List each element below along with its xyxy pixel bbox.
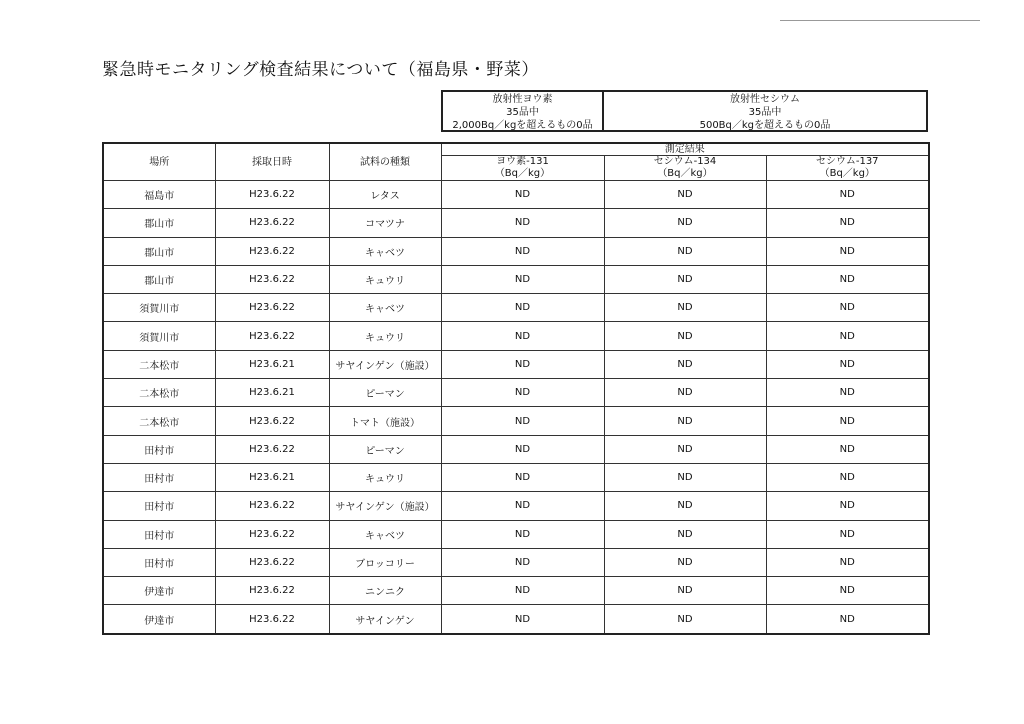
header-cs134-name: セシウム-134 [653, 156, 717, 167]
cell-sample: ブロッコリー [329, 548, 441, 576]
cell-i131: ND [441, 265, 604, 293]
cell-i131: ND [441, 605, 604, 634]
cell-place: 伊達市 [103, 577, 215, 605]
cell-place: 福島市 [103, 181, 215, 209]
cell-i131: ND [441, 322, 604, 350]
header-place: 場所 [103, 143, 215, 181]
cell-cs134: ND [604, 350, 766, 378]
cell-i131: ND [441, 435, 604, 463]
table-row [103, 322, 929, 350]
cell-date: H23.6.22 [215, 492, 329, 520]
header-i131-unit: （Bq／kg） [494, 168, 551, 179]
cell-cs134: ND [604, 605, 766, 634]
table-row [103, 209, 929, 237]
cell-cs134: ND [604, 463, 766, 491]
cell-place: 二本松市 [103, 379, 215, 407]
cell-sample: レタス [329, 181, 441, 209]
cell-sample: ピーマン [329, 379, 441, 407]
table-row [103, 379, 929, 407]
cell-i131: ND [441, 548, 604, 576]
cell-sample: サヤインゲン（施設） [329, 350, 441, 378]
cell-date: H23.6.22 [215, 435, 329, 463]
cell-date: H23.6.22 [215, 322, 329, 350]
cell-sample: コマツナ [329, 209, 441, 237]
summary-iodine-note: 2,000Bq／kgを超えるもの0品 [452, 120, 593, 131]
table-row [103, 520, 929, 548]
cell-date: H23.6.22 [215, 209, 329, 237]
cell-cs134: ND [604, 548, 766, 576]
cell-date: H23.6.21 [215, 379, 329, 407]
cell-place: 郡山市 [103, 265, 215, 293]
cell-place: 二本松市 [103, 350, 215, 378]
summary-box [441, 90, 928, 132]
cell-i131: ND [441, 237, 604, 265]
cell-cs137: ND [766, 181, 929, 209]
cell-sample: サヤインゲン [329, 605, 441, 634]
cell-date: H23.6.22 [215, 577, 329, 605]
cell-place: 伊達市 [103, 605, 215, 634]
summary-iodine [443, 92, 604, 130]
cell-cs137: ND [766, 237, 929, 265]
cell-sample: ニンニク [329, 577, 441, 605]
table-row [103, 605, 929, 634]
cell-sample: キャベツ [329, 237, 441, 265]
cell-sample: キャベツ [329, 520, 441, 548]
summary-iodine-heading: 放射性ヨウ素 [492, 94, 553, 105]
table-row [103, 548, 929, 576]
cell-date: H23.6.22 [215, 265, 329, 293]
cell-place: 田村市 [103, 435, 215, 463]
cell-i131: ND [441, 577, 604, 605]
cell-date: H23.6.22 [215, 181, 329, 209]
header-date: 採取日時 [215, 143, 329, 181]
page-title: 緊急時モニタリング検査結果について（福島県・野菜） [102, 60, 539, 80]
cell-sample: サヤインゲン（施設） [329, 492, 441, 520]
table-row [103, 463, 929, 491]
cell-i131: ND [441, 463, 604, 491]
cell-i131: ND [441, 181, 604, 209]
cell-cs134: ND [604, 237, 766, 265]
cell-place: 須賀川市 [103, 322, 215, 350]
cell-sample: キュウリ [329, 463, 441, 491]
table-row [103, 294, 929, 322]
cell-cs134: ND [604, 407, 766, 435]
summary-cesium-heading: 放射性セシウム [730, 94, 800, 105]
results-body [103, 181, 929, 634]
cell-cs134: ND [604, 435, 766, 463]
header-i131-name: ヨウ素-131 [496, 156, 549, 167]
results-table [102, 142, 930, 635]
cell-place: 須賀川市 [103, 294, 215, 322]
cell-date: H23.6.21 [215, 463, 329, 491]
cell-cs137: ND [766, 548, 929, 576]
header-cs137-unit: （Bq／kg） [819, 168, 875, 179]
cell-cs134: ND [604, 265, 766, 293]
cell-date: H23.6.22 [215, 237, 329, 265]
cell-place: 田村市 [103, 492, 215, 520]
cell-date: H23.6.22 [215, 548, 329, 576]
cell-sample: キャベツ [329, 294, 441, 322]
table-row [103, 265, 929, 293]
header-i131 [441, 156, 604, 181]
cell-cs137: ND [766, 379, 929, 407]
header-cs137 [766, 156, 929, 181]
header-results: 測定結果 [441, 143, 929, 156]
cell-cs137: ND [766, 209, 929, 237]
cell-i131: ND [441, 350, 604, 378]
cell-place: 田村市 [103, 463, 215, 491]
cell-i131: ND [441, 379, 604, 407]
cell-place: 郡山市 [103, 237, 215, 265]
cell-cs137: ND [766, 265, 929, 293]
cell-date: H23.6.22 [215, 407, 329, 435]
table-row [103, 407, 929, 435]
cell-cs137: ND [766, 605, 929, 634]
cell-place: 田村市 [103, 520, 215, 548]
header-cs134 [604, 156, 766, 181]
header-row-1 [103, 143, 929, 156]
summary-cesium-count: 35品中 [748, 107, 782, 118]
cell-sample: キュウリ [329, 265, 441, 293]
top-rule [780, 20, 980, 21]
cell-date: H23.6.22 [215, 294, 329, 322]
cell-cs134: ND [604, 520, 766, 548]
cell-sample: キュウリ [329, 322, 441, 350]
cell-date: H23.6.22 [215, 520, 329, 548]
cell-i131: ND [441, 294, 604, 322]
table-row [103, 435, 929, 463]
cell-cs137: ND [766, 350, 929, 378]
cell-i131: ND [441, 520, 604, 548]
summary-cesium [604, 92, 926, 130]
cell-cs134: ND [604, 181, 766, 209]
cell-sample: トマト（施設） [329, 407, 441, 435]
cell-place: 二本松市 [103, 407, 215, 435]
table-row [103, 237, 929, 265]
table-row [103, 350, 929, 378]
cell-cs134: ND [604, 492, 766, 520]
cell-sample: ピーマン [329, 435, 441, 463]
cell-place: 田村市 [103, 548, 215, 576]
cell-cs137: ND [766, 577, 929, 605]
cell-cs137: ND [766, 435, 929, 463]
cell-cs137: ND [766, 463, 929, 491]
cell-cs134: ND [604, 379, 766, 407]
summary-iodine-count: 35品中 [506, 107, 539, 118]
header-cs134-unit: （Bq／kg） [657, 168, 713, 179]
cell-cs137: ND [766, 520, 929, 548]
cell-cs134: ND [604, 577, 766, 605]
table-row [103, 492, 929, 520]
cell-cs137: ND [766, 294, 929, 322]
header-cs137-name: セシウム-137 [815, 156, 879, 167]
cell-date: H23.6.22 [215, 605, 329, 634]
cell-cs137: ND [766, 492, 929, 520]
cell-cs137: ND [766, 322, 929, 350]
header-sample: 試料の種類 [329, 143, 441, 181]
cell-i131: ND [441, 209, 604, 237]
summary-cesium-note: 500Bq／kgを超えるもの0品 [699, 120, 831, 131]
cell-i131: ND [441, 492, 604, 520]
cell-date: H23.6.21 [215, 350, 329, 378]
cell-cs134: ND [604, 209, 766, 237]
cell-cs134: ND [604, 322, 766, 350]
cell-i131: ND [441, 407, 604, 435]
cell-cs134: ND [604, 294, 766, 322]
cell-place: 郡山市 [103, 209, 215, 237]
table-row [103, 577, 929, 605]
table-row [103, 181, 929, 209]
cell-cs137: ND [766, 407, 929, 435]
